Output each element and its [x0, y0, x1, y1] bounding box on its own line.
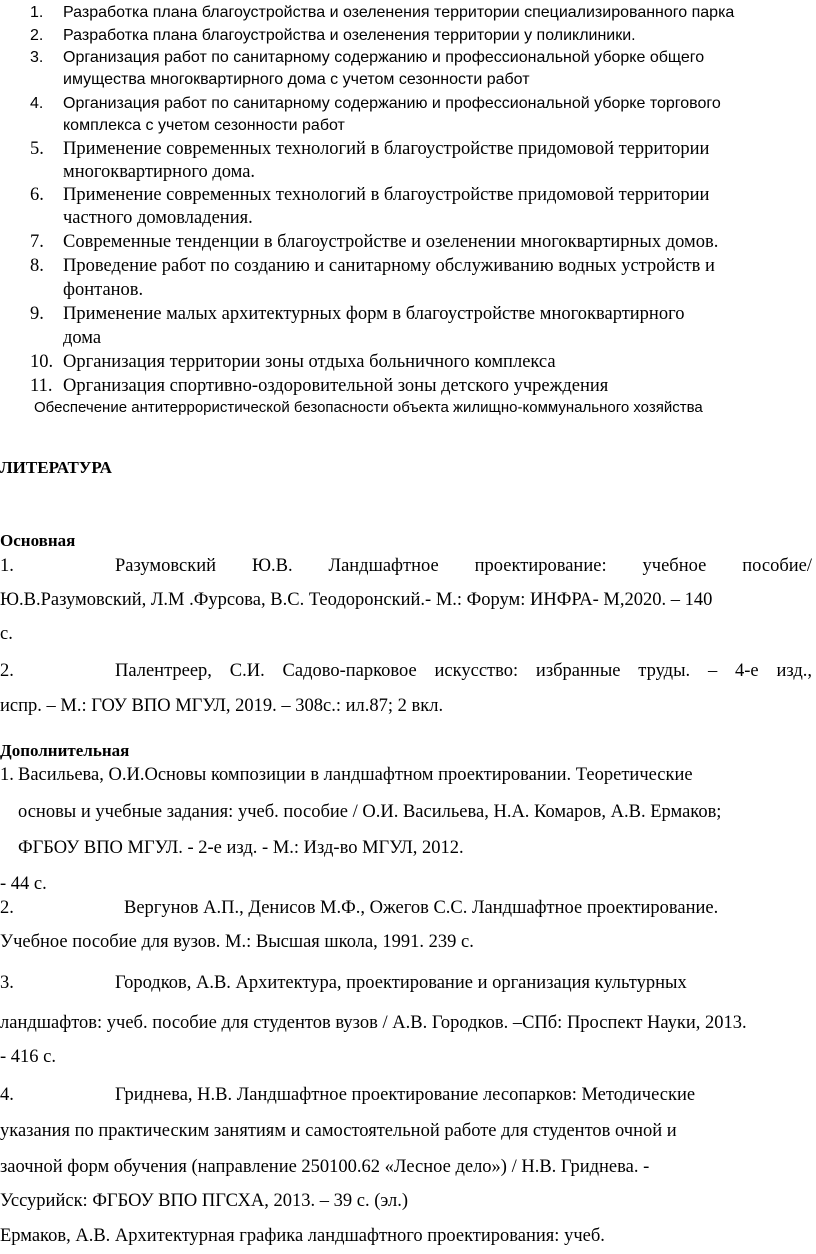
ref-line: с.: [0, 624, 13, 644]
item-number: 8.: [30, 256, 44, 276]
item-text: дома: [63, 328, 102, 348]
ref-first-line: Городков, А.В. Архитектура, проектирование и организация культурных: [115, 973, 687, 993]
item-text: фонтанов.: [63, 280, 144, 300]
ref-line: Васильева, О.И.Основы композиции в ландшафтном проектировании. Теоретические: [18, 765, 693, 785]
item-number: 2.: [30, 27, 44, 44]
item-text: Организация территории зоны отдыха больничного комплекса: [63, 352, 556, 372]
item-number: 6.: [30, 185, 44, 205]
ref-line: Учебное пособие для вузов. М.: Высшая школа, 1991. 239 с.: [0, 932, 474, 952]
ref-line: - 44 с.: [0, 874, 47, 894]
item-number: 10.: [30, 352, 54, 372]
ref-first-line: Гриднева, Н.В. Ландшафтное проектирование лесопарков: Методические: [115, 1085, 696, 1105]
item-number: 4.: [30, 95, 44, 112]
item-number: 3.: [30, 49, 44, 66]
ref-line: - 416 с.: [0, 1047, 56, 1067]
main-section-heading: Основная: [0, 531, 76, 550]
item-text: Современные тенденции в благоустройстве и озеленении многоквартирных домов.: [63, 232, 719, 252]
item-text: комплекса с учетом сезонности работ: [63, 117, 345, 134]
item-number: 1.: [30, 4, 44, 21]
item-number: 7.: [30, 232, 44, 252]
item-number: 5.: [30, 139, 44, 159]
ref-number: 2.: [0, 898, 14, 918]
ref-number: 3.: [0, 973, 14, 993]
item-text: Организация работ по санитарному содержанию и профессиональной уборке общего: [63, 49, 705, 66]
ref-line: Ермаков, А.В. Архитектурная графика ландшафтного проектирования: учеб.: [0, 1226, 605, 1246]
item-text: имущества многоквартирного дома с учетом сезонности работ: [63, 71, 530, 88]
item-text: Разработка плана благоустройства и озеленения территории специализированного парка: [63, 4, 735, 21]
ref-line: заочной форм обучения (направление 250100.62 «Лесное дело») / Н.В. Гриднева. -: [0, 1157, 650, 1177]
ref-line: Ю.В.Разумовский, Л.М .Фурсова, В.С. Теодоронский.- М.: Форум: ИНФРА- М,2020. – 140: [0, 590, 713, 610]
literature-heading: ЛИТЕРАТУРА: [0, 458, 112, 477]
extra-section-heading: Дополнительная: [0, 741, 130, 760]
item-text: Организация спортивно-оздоровительной зоны детского учреждения: [63, 376, 609, 396]
ref-first-line: Вергунов А.П., Денисов М.Ф., Ожегов С.С. Ландшафтное проектирование.: [124, 898, 719, 918]
item-text: многоквартирного дома.: [63, 162, 256, 182]
ref-line: Уссурийск: ФГБОУ ВПО ПГСХА, 2013. – 39 с. (эл.): [0, 1191, 408, 1211]
item-text: Применение малых архитектурных форм в благоустройстве многоквартирного: [63, 304, 685, 324]
ref-line: испр. – М.: ГОУ ВПО МГУЛ, 2019. – 308с.: ил.87; 2 вкл.: [0, 696, 444, 716]
item-text: Применение современных технологий в благоустройстве придомовой территории: [63, 139, 710, 159]
extra-topic: Обеспечение антитеррористической безопасности объекта жилищно-коммунального хозяйства: [34, 399, 703, 416]
item-number: 9.: [30, 304, 44, 324]
ref-line: указания по практическим занятиям и самостоятельной работе для студентов очной и: [0, 1121, 677, 1141]
item-text: Разработка плана благоустройства и озеленения территории у поликлиники.: [63, 27, 636, 44]
item-text: Организация работ по санитарному содержанию и профессиональной уборке торгового: [63, 95, 721, 112]
ref-number: 4.: [0, 1085, 14, 1105]
ref-number: 1.: [0, 556, 14, 576]
ref-first-line: Разумовский Ю.В. Ландшафтное проектирование: учебное пособие/: [115, 556, 812, 576]
ref-line: ФГБОУ ВПО МГУЛ. - 2-е изд. - М.: Изд-во МГУЛ, 2012.: [18, 838, 464, 858]
ref-number: 2.: [0, 661, 14, 681]
item-text: Проведение работ по созданию и санитарному обслуживанию водных устройств и: [63, 256, 715, 276]
item-number: 11.: [30, 376, 53, 396]
ref-first-line: Палентреер, С.И. Садово-парковое искусство: избранные труды. – 4-е изд.,: [115, 661, 812, 681]
ref-line: ландшафтов: учеб. пособие для студентов вузов / А.В. Городков. –СПб: Проспект Науки, 2013.: [0, 1013, 747, 1033]
ref-line: основы и учебные задания: учеб. пособие / О.И. Васильева, Н.А. Комаров, А.В. Ермаков;: [18, 802, 722, 822]
item-text: Применение современных технологий в благоустройстве придомовой территории: [63, 185, 710, 205]
item-text: частного домовладения.: [63, 208, 253, 228]
ref-number: 1.: [0, 765, 14, 785]
